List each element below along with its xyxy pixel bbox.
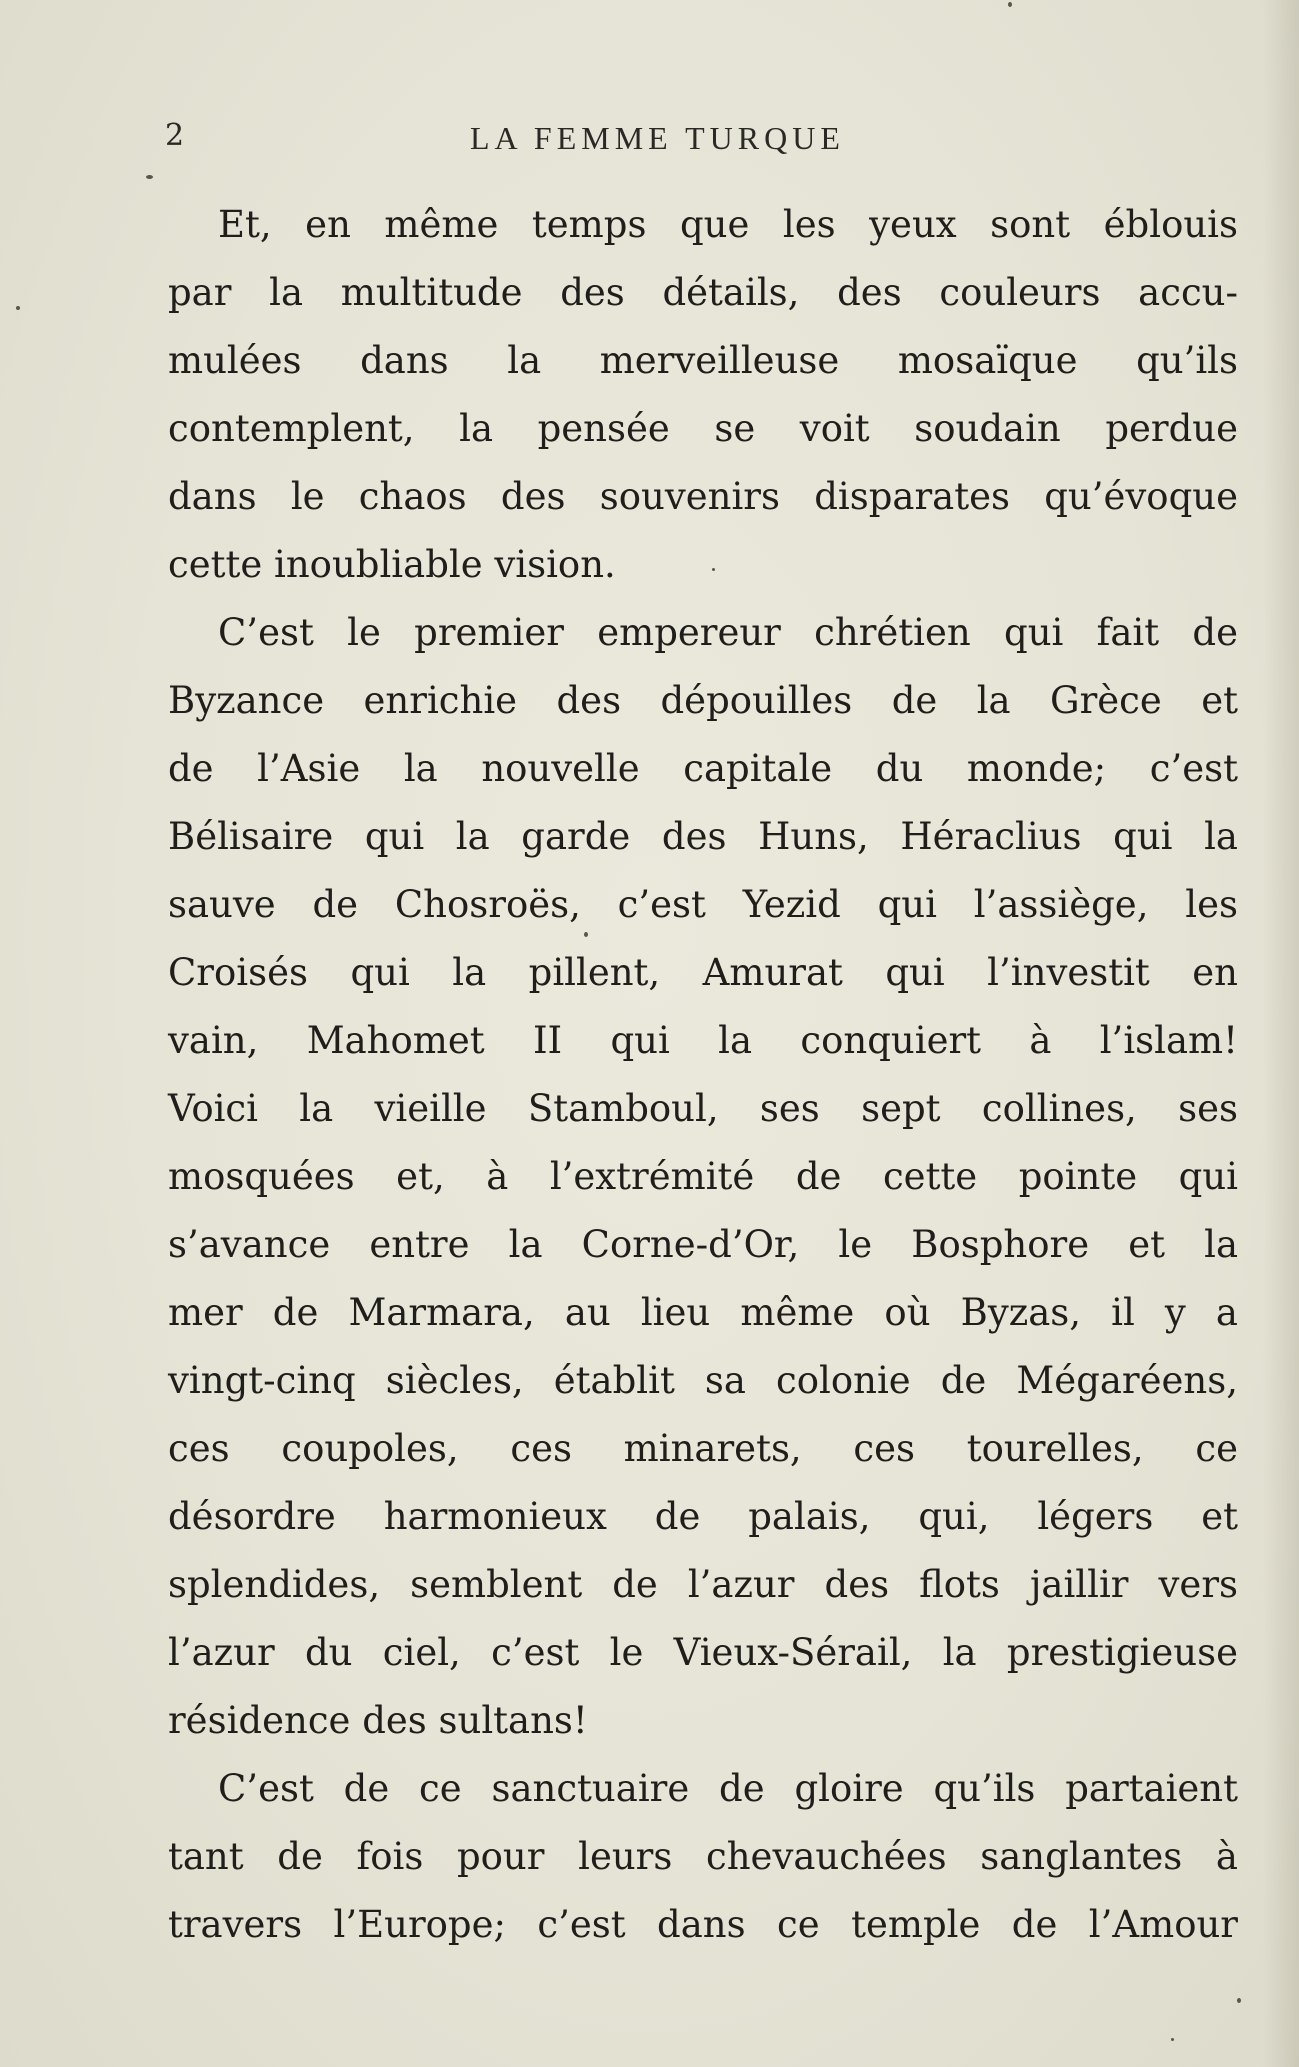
paper-speck [146, 175, 153, 179]
text-line: Byzance enrichie des dépouilles de la Grèce et [168, 679, 1238, 722]
page-header [165, 118, 920, 168]
text-line: Et, en même temps que les yeux sont éblouis [218, 203, 1238, 246]
text-line: ces coupoles, ces minarets, ces tourelles, ce [168, 1427, 1238, 1470]
text-line: contemplent, la pensée se voit soudain perdue [168, 407, 1238, 450]
text-line: dans le chaos des souvenirs disparates qu’évoque [168, 475, 1238, 518]
text-line: mosquées et, à l’extrémité de cette pointe qui [168, 1155, 1238, 1198]
text-line: résidence des sultans! [168, 1699, 588, 1742]
text-line: de l’Asie la nouvelle capitale du monde; c’est [168, 747, 1238, 790]
text-line: sauve de Chosroës, c’est Yezid qui l’assiège, les [168, 883, 1238, 926]
text-line: tant de fois pour leurs chevauchées sanglantes à [168, 1835, 1238, 1878]
paragraph-1 [168, 191, 1238, 599]
body-text [168, 191, 1238, 1959]
text-line: mer de Marmara, au lieu même où Byzas, il y a [168, 1291, 1238, 1334]
paper-speck [1008, 2, 1012, 7]
text-line: vingt-cinq siècles, établit sa colonie de Mégaréens, [168, 1359, 1238, 1402]
text-line: s’avance entre la Corne-d’Or, le Bosphore et la [168, 1223, 1238, 1266]
paper-speck [1237, 1998, 1241, 2003]
page-edge-shadow [1263, 0, 1299, 2067]
text-line: Bélisaire qui la garde des Huns, Héraclius qui la [168, 815, 1238, 858]
paper-speck [1171, 2038, 1174, 2041]
text-line: désordre harmonieux de palais, qui, légers et [168, 1495, 1238, 1538]
paper-speck [16, 306, 20, 310]
paragraph-3 [168, 1755, 1238, 1959]
text-line: C’est de ce sanctuaire de gloire qu’ils partaient [218, 1767, 1238, 1810]
text-line: mulées dans la merveilleuse mosaïque qu’ils [168, 339, 1238, 382]
page-number: 2 [165, 118, 185, 153]
text-line: l’azur du ciel, c’est le Vieux-Sérail, la prestigieuse [168, 1631, 1238, 1674]
text-line: cette inoubliable vision. [168, 543, 616, 586]
text-line: Croisés qui la pillent, Amurat qui l’investit en [168, 951, 1238, 994]
text-line: par la multitude des détails, des couleurs accu- [168, 271, 1238, 314]
running-title: LA FEMME TURQUE [470, 120, 845, 156]
text-line: C’est le premier empereur chrétien qui fait de [218, 611, 1238, 654]
text-line: vain, Mahomet II qui la conquiert à l’islam! [168, 1019, 1238, 1062]
text-line: splendides, semblent de l’azur des flots jaillir vers [168, 1563, 1238, 1606]
paragraph-2 [168, 599, 1238, 1755]
text-line: Voici la vieille Stamboul, ses sept collines, ses [168, 1087, 1238, 1130]
text-line: travers l’Europe; c’est dans ce temple de l’Amour [168, 1903, 1238, 1946]
